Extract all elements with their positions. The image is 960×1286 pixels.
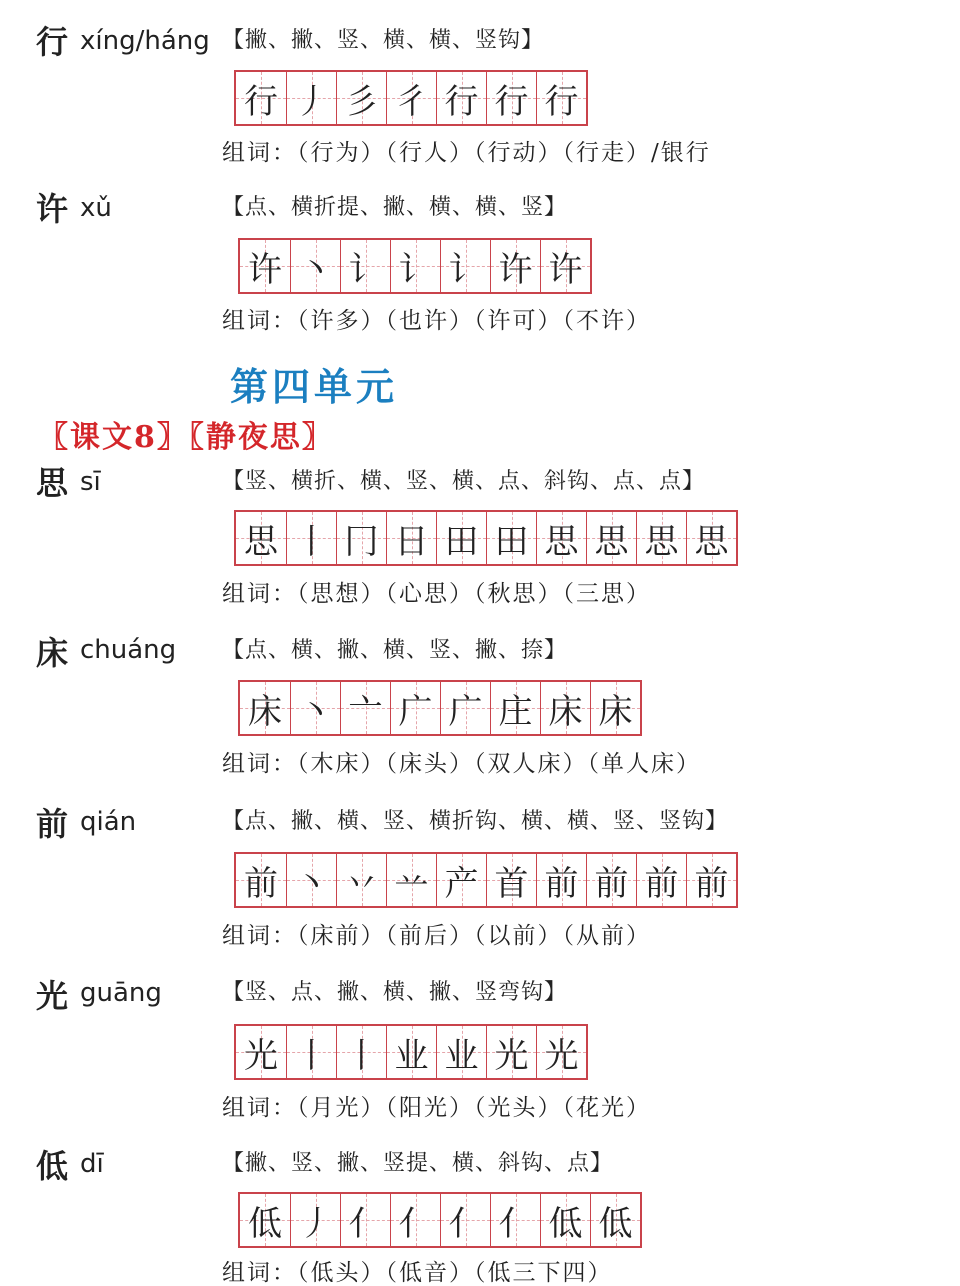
grid-cell: 床 (540, 682, 590, 734)
word-examples: 组词：（低头）（低音）（低三下四） (222, 1260, 613, 1286)
grid-cell: 产 (436, 854, 486, 906)
grid-cell: 亻 (490, 1194, 540, 1246)
stroke-order-text: 【竖、点、撇、横、撇、竖弯钩】 (222, 980, 568, 1005)
pinyin-label: dī (80, 1149, 104, 1179)
lesson-label: 〖课文8〗〖静夜思〗 (38, 420, 334, 455)
grid-cell: 丨 (286, 512, 336, 564)
grid-cell: 床 (240, 682, 290, 734)
word-examples: 组词：（思想）（心思）（秋思）（三思） (222, 581, 651, 607)
character-heading: 低 (36, 1147, 69, 1185)
stroke-order-text: 【点、横、撇、横、竖、撇、捺】 (222, 638, 568, 663)
grid-cell: 丶 (290, 240, 340, 292)
pinyin-label: sī (80, 467, 101, 497)
grid-cell: 业 (386, 1026, 436, 1078)
word-examples: 组词：（木床）（床头）（双人床）（单人床） (222, 751, 701, 777)
grid-cell: 亠 (340, 682, 390, 734)
character-heading: 许 (36, 190, 69, 228)
character-heading: 前 (36, 805, 69, 843)
grid-cell: 丶 (290, 682, 340, 734)
grid-cell: 床 (590, 682, 640, 734)
grid-cell: 思 (586, 512, 636, 564)
character-heading: 行 (36, 23, 69, 61)
stroke-grid (234, 70, 588, 126)
stroke-order-text: 【撇、撇、竖、横、横、竖钩】 (222, 28, 545, 53)
grid-cell: 思 (536, 512, 586, 564)
character-heading: 思 (36, 464, 69, 502)
pinyin-label: xíng/háng (80, 26, 210, 56)
stroke-order-text: 【撇、竖、撇、竖提、横、斜钩、点】 (222, 1151, 614, 1176)
word-examples: 组词：（许多）（也许）（许可）（不许） (222, 308, 651, 334)
grid-cell: 光 (536, 1026, 586, 1078)
character-heading: 床 (36, 634, 69, 672)
grid-cell: 丨 (286, 1026, 336, 1078)
grid-cell: 思 (236, 512, 286, 564)
grid-cell: 日 (386, 512, 436, 564)
pinyin-label: qián (80, 807, 137, 837)
grid-cell: 行 (486, 72, 536, 124)
grid-cell: 低 (590, 1194, 640, 1246)
grid-cell: 冂 (336, 512, 386, 564)
stroke-order-text: 【竖、横折、横、竖、横、点、斜钩、点、点】 (222, 469, 706, 494)
grid-cell: 彳 (386, 72, 436, 124)
grid-cell: 许 (490, 240, 540, 292)
grid-cell: 田 (436, 512, 486, 564)
grid-cell: 许 (240, 240, 290, 292)
grid-cell: 许 (540, 240, 590, 292)
stroke-order-text: 【点、横折提、撇、横、横、竖】 (222, 195, 568, 220)
grid-cell: 行 (236, 72, 286, 124)
grid-cell: 前 (236, 854, 286, 906)
stroke-grid (238, 238, 592, 294)
stroke-grid (234, 510, 738, 566)
grid-cell: 行 (436, 72, 486, 124)
grid-cell: 讠 (440, 240, 490, 292)
grid-cell: 前 (686, 854, 736, 906)
stroke-order-text: 【点、撇、横、竖、横折钩、横、横、竖、竖钩】 (222, 809, 729, 834)
grid-cell: 思 (636, 512, 686, 564)
grid-cell: 丿 (290, 1194, 340, 1246)
grid-cell: 广 (440, 682, 490, 734)
grid-cell: 亻 (440, 1194, 490, 1246)
stroke-grid (238, 1192, 642, 1248)
grid-cell: 广 (390, 682, 440, 734)
grid-cell: 丿 (286, 72, 336, 124)
grid-cell: 行 (536, 72, 586, 124)
word-examples: 组词：（行为）（行人）（行动）（行走）/银行 (222, 140, 711, 166)
word-examples: 组词：（月光）（阳光）（光头）（花光） (222, 1095, 651, 1121)
unit-title: 第四单元 (230, 364, 399, 409)
character-heading: 光 (36, 977, 69, 1015)
pinyin-label: xǔ (80, 193, 112, 223)
grid-cell: 丷 (336, 854, 386, 906)
grid-cell: 低 (240, 1194, 290, 1246)
grid-cell: 丨 (336, 1026, 386, 1078)
pinyin-label: guāng (80, 978, 162, 1008)
grid-cell: 讠 (340, 240, 390, 292)
grid-cell: 前 (586, 854, 636, 906)
grid-cell: 丶 (286, 854, 336, 906)
grid-cell: 亻 (340, 1194, 390, 1246)
grid-cell: 光 (486, 1026, 536, 1078)
grid-cell: 彡 (336, 72, 386, 124)
grid-cell: 田 (486, 512, 536, 564)
grid-cell: 思 (686, 512, 736, 564)
grid-cell: 前 (636, 854, 686, 906)
grid-cell: 业 (436, 1026, 486, 1078)
grid-cell: 首 (486, 854, 536, 906)
stroke-grid (234, 1024, 588, 1080)
stroke-grid (234, 852, 738, 908)
pinyin-label: chuáng (80, 635, 177, 665)
grid-cell: 䒑 (386, 854, 436, 906)
grid-cell: 低 (540, 1194, 590, 1246)
grid-cell: 前 (536, 854, 586, 906)
grid-cell: 光 (236, 1026, 286, 1078)
stroke-grid (238, 680, 642, 736)
word-examples: 组词：（床前）（前后）（以前）（从前） (222, 923, 651, 949)
grid-cell: 亻 (390, 1194, 440, 1246)
grid-cell: 庄 (490, 682, 540, 734)
grid-cell: 讠 (390, 240, 440, 292)
